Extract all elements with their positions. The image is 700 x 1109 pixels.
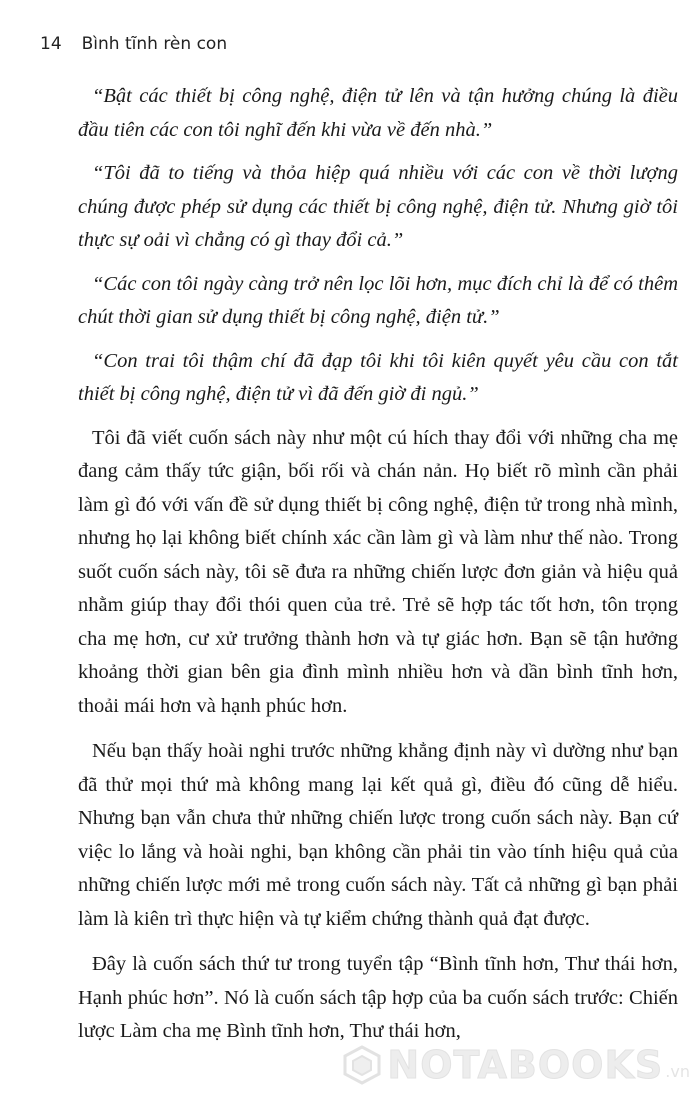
quote-4: “Con trai tôi thậm chí đã đạp tôi khi tôi kiên quyết yêu cầu con tắt thiết bị công nghệ, điện tử vì đã đến giờ đi ngủ.” [78, 349, 678, 405]
watermark-suffix: .vn [665, 1062, 690, 1081]
running-title: Bình tĩnh rèn con [81, 34, 228, 54]
watermark-text: NOTABOOKS [387, 1043, 664, 1087]
cube-logo-icon [341, 1044, 383, 1086]
paragraph-3: Đây là cuốn sách thứ tư trong tuyển tập “Bình tĩnh hơn, Thư thái hơn, Hạnh phúc hơn”. Nó là cuốn sách tập hợp của ba cuốn sách trước: Chiến lược Làm cha mẹ Bình tĩnh hơn, Thư thái hơn, [78, 953, 678, 1042]
quote-1: “Bật các thiết bị công nghệ, điện tử lên và tận hưởng chúng là điều đầu tiên các con tôi nghĩ đến khi vừa về đến nhà.” [78, 85, 678, 141]
paragraph-1: Tôi đã viết cuốn sách này như một cú hích thay đổi với những cha mẹ đang cảm thấy tức giận, bối rối và chán nản. Họ biết rõ mình cần phải làm gì đó với vấn đề sử dụng thiết bị công nghệ, điện tử trong nhà mình, nhưng họ lại không biết chính xác cần làm gì và làm như thế nào. Trong suốt cuốn sách này, tôi sẽ đưa ra những chiến lược đơn giản và hiệu quả nhằm giúp thay đổi thói quen của trẻ. Trẻ sẽ hợp tác tốt hơn, tôn trọng cha mẹ hơn, cư xử trưởng thành hơn và tự giác hơn. Bạn sẽ tận hưởng khoảng thời gian bên gia đình mình nhiều hơn và dần bình tĩnh hơn, thoải mái hơn và hạnh phúc hơn. [78, 426, 678, 717]
quote-3: “Các con tôi ngày càng trở nên lọc lõi hơn, mục đích chỉ là để có thêm chút thời gian sử dụng thiết bị công nghệ, điện tử.” [78, 272, 678, 328]
quote-2: “Tôi đã to tiếng và thỏa hiệp quá nhiều với các con về thời lượng chúng được phép sử dụng các thiết bị công nghệ, điện tử. Nhưng giờ tôi thực sự oải vì chẳng có gì thay đổi cả.” [78, 162, 678, 251]
watermark [341, 1043, 690, 1087]
page-body [78, 80, 678, 1049]
page-number: 14 [40, 34, 62, 54]
paragraph-2: Nếu bạn thấy hoài nghi trước những khẳng định này vì dường như bạn đã thử mọi thứ mà không mang lại kết quả gì, điều đó cũng dễ hiểu. Nhưng bạn vẫn chưa thử những chiến lược trong cuốn sách này. Bạn cứ việc lo lắng và hoài nghi, bạn không cần phải tin vào tính hiệu quả của những chiến lược mới mẻ trong cuốn sách này. Tất cả những gì bạn phải làm là kiên trì thực hiện và tự kiểm chứng thành quả đạt được. [78, 740, 678, 930]
page-header [40, 30, 227, 58]
